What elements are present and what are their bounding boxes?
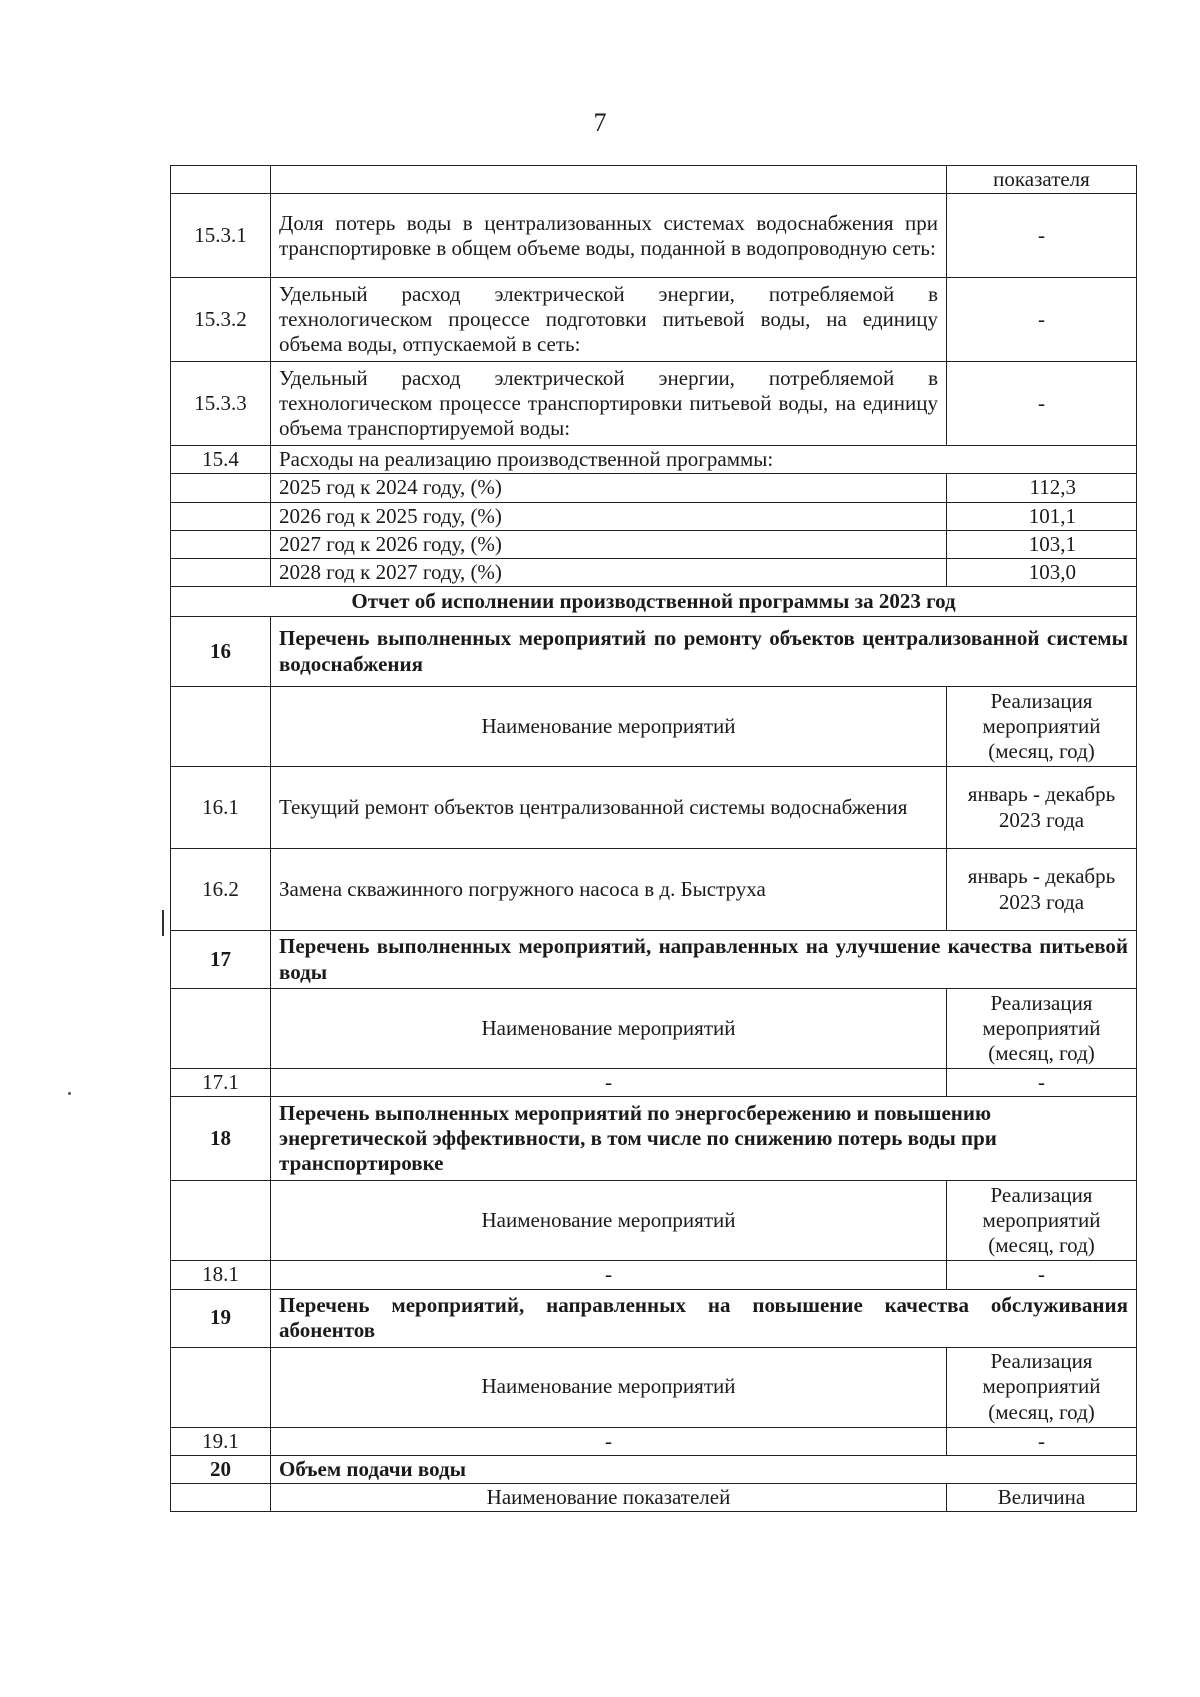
indicator-value: - <box>947 362 1137 446</box>
expenses-row <box>171 502 1137 530</box>
continuation-row <box>171 166 1137 194</box>
measure-period: - <box>947 1427 1137 1455</box>
measure-row <box>171 767 1137 849</box>
expenses-label: 2028 год к 2027 году, (%) <box>271 558 947 586</box>
table-header-row <box>171 1347 1137 1427</box>
num-cell <box>171 530 271 558</box>
indicator-value: - <box>947 194 1137 278</box>
row-number: 19.1 <box>171 1427 271 1455</box>
expenses-row <box>171 558 1137 586</box>
row-number: 16.2 <box>171 849 271 931</box>
measure-period: январь - декабрь 2023 года <box>947 767 1137 849</box>
row-number: 17.1 <box>171 1069 271 1097</box>
num-cell <box>171 166 271 194</box>
num-cell <box>171 474 271 502</box>
section-title: Перечень мероприятий, направленных на повышение качества обслуживания абонентов <box>271 1289 1137 1347</box>
expenses-title: Расходы на реализацию производственной программы: <box>271 446 1137 474</box>
expenses-title-row <box>171 446 1137 474</box>
section-number: 17 <box>171 931 271 989</box>
indicator-value: - <box>947 278 1137 362</box>
section-row <box>171 931 1137 989</box>
expenses-value: 112,3 <box>947 474 1137 502</box>
measure-name: - <box>271 1427 947 1455</box>
expenses-label: 2026 год к 2025 году, (%) <box>271 502 947 530</box>
header-impl: Реализация мероприятий (месяц, год) <box>947 1347 1137 1427</box>
expenses-label: 2027 год к 2026 году, (%) <box>271 530 947 558</box>
header-name: Наименование мероприятий <box>271 989 947 1069</box>
header-name: Наименование показателей <box>271 1483 947 1511</box>
table-header-row <box>171 1483 1137 1511</box>
header-name: Наименование мероприятий <box>271 1181 947 1261</box>
value-header-cell: показателя <box>947 166 1137 194</box>
report-title: Отчет об исполнении производственной программы за 2023 год <box>171 587 1137 617</box>
measure-name: Замена скважинного погружного насоса в д. Быструха <box>271 849 947 931</box>
report-title-row <box>171 587 1137 617</box>
measure-row <box>171 1261 1137 1289</box>
expenses-value: 101,1 <box>947 502 1137 530</box>
text-cell <box>271 166 947 194</box>
section-row <box>171 1097 1137 1181</box>
section-number: 16 <box>171 617 271 687</box>
header-name: Наименование мероприятий <box>271 687 947 767</box>
row-number: 15.3.1 <box>171 194 271 278</box>
expenses-value: 103,0 <box>947 558 1137 586</box>
header-name: Наименование мероприятий <box>271 1347 947 1427</box>
row-number: 15.3.2 <box>171 278 271 362</box>
measure-name: - <box>271 1069 947 1097</box>
measure-row <box>171 1069 1137 1097</box>
indicator-row <box>171 194 1137 278</box>
section-row <box>171 1455 1137 1483</box>
header-impl: Реализация мероприятий (месяц, год) <box>947 1181 1137 1261</box>
section-title: Объем подачи воды <box>271 1455 1137 1483</box>
num-cell <box>171 1347 271 1427</box>
section-number: 20 <box>171 1455 271 1483</box>
table-header-row <box>171 989 1137 1069</box>
indicator-text: Удельный расход электрической энергии, потребляемой в технологическом процессе подготовки питьевой воды, на единицу объема воды, отпускаемой в сеть: <box>271 278 947 362</box>
num-cell <box>171 687 271 767</box>
indicator-row <box>171 278 1137 362</box>
header-impl: Реализация мероприятий (месяц, год) <box>947 687 1137 767</box>
expenses-row <box>171 530 1137 558</box>
table-header-row <box>171 1181 1137 1261</box>
measure-row <box>171 849 1137 931</box>
scan-speck <box>68 1092 71 1095</box>
page-number: 7 <box>593 108 607 137</box>
measure-period: - <box>947 1261 1137 1289</box>
num-cell <box>171 502 271 530</box>
row-number: 15.3.3 <box>171 362 271 446</box>
row-number: 16.1 <box>171 767 271 849</box>
expenses-value: 103,1 <box>947 530 1137 558</box>
section-row <box>171 617 1137 687</box>
num-cell <box>171 989 271 1069</box>
program-table <box>170 165 1137 1512</box>
measure-period: январь - декабрь 2023 года <box>947 849 1137 931</box>
indicator-text: Удельный расход электрической энергии, потребляемой в технологическом процессе транспортировки питьевой воды, на единицу объема транспортируемой воды: <box>271 362 947 446</box>
section-title: Перечень выполненных мероприятий, направленных на улучшение качества питьевой воды <box>271 931 1137 989</box>
indicator-text: Доля потерь воды в централизованных системах водоснабжения при транспортировке в общем объеме воды, поданной в водопроводную сеть: <box>271 194 947 278</box>
measure-name: Текущий ремонт объектов централизованной системы водоснабжения <box>271 767 947 849</box>
header-impl: Реализация мероприятий (месяц, год) <box>947 989 1137 1069</box>
measure-name: - <box>271 1261 947 1289</box>
header-value: Величина <box>947 1483 1137 1511</box>
margin-mark <box>162 910 164 936</box>
num-cell <box>171 1483 271 1511</box>
section-number: 18 <box>171 1097 271 1181</box>
num-cell <box>171 1181 271 1261</box>
section-row <box>171 1289 1137 1347</box>
expenses-label: 2025 год к 2024 году, (%) <box>271 474 947 502</box>
expenses-row <box>171 474 1137 502</box>
row-number: 18.1 <box>171 1261 271 1289</box>
num-cell <box>171 558 271 586</box>
indicator-row <box>171 362 1137 446</box>
row-number: 15.4 <box>171 446 271 474</box>
measure-row <box>171 1427 1137 1455</box>
measure-period: - <box>947 1069 1137 1097</box>
section-number: 19 <box>171 1289 271 1347</box>
section-title: Перечень выполненных мероприятий по энергосбережению и повышению энергетической эффективности, в том числе по снижению потерь воды при транспортировке <box>271 1097 1137 1181</box>
section-title: Перечень выполненных мероприятий по ремонту объектов централизованной системы водоснабжения <box>271 617 1137 687</box>
table-header-row <box>171 687 1137 767</box>
